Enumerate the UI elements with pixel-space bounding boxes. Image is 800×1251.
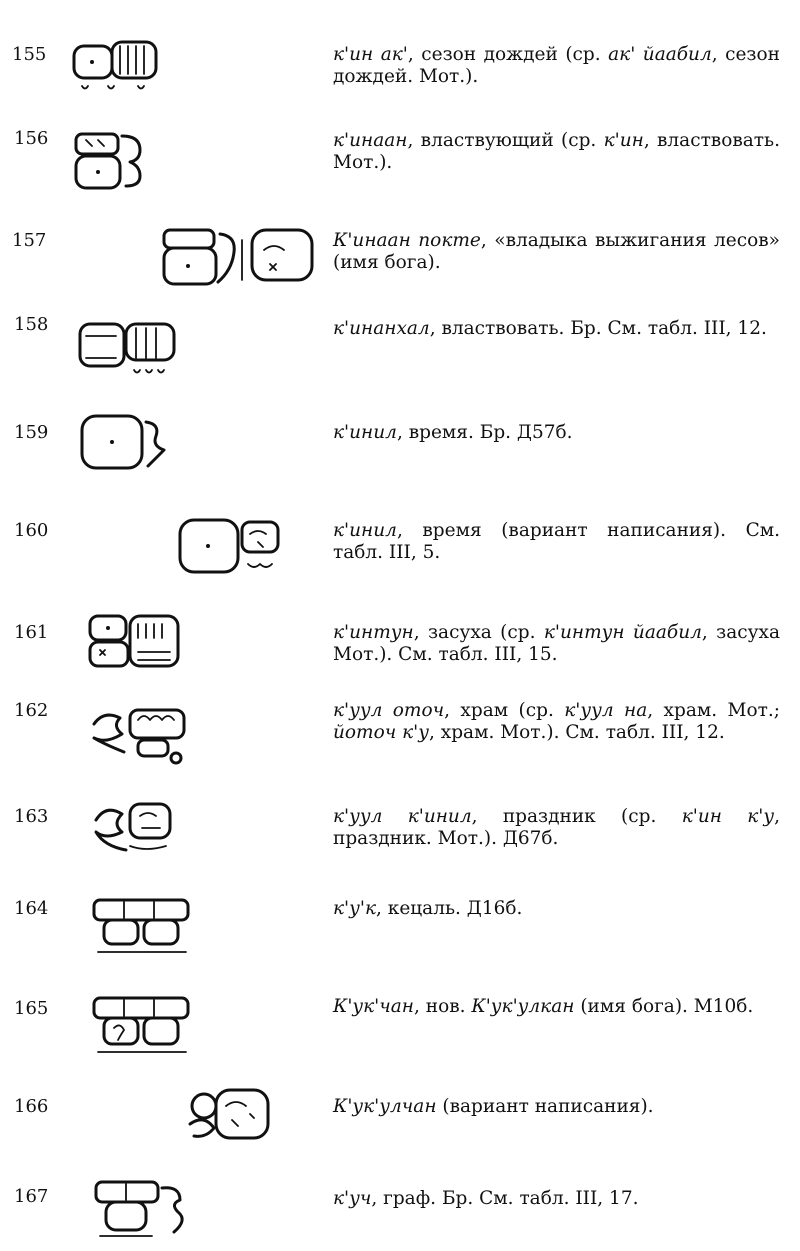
maya-glyph-kukulchan-icon (184, 1084, 274, 1146)
entry-number: 165 (14, 998, 49, 1019)
maya-glyph-kinil-variant-icon (176, 516, 284, 578)
entry-text (333, 806, 780, 850)
entry-text (333, 622, 780, 666)
entry-number: 156 (14, 128, 49, 149)
entry-number: 161 (14, 622, 49, 643)
text-part: к'уч (333, 1188, 372, 1209)
text-part: , храм. Мот.; (647, 700, 780, 721)
text-part: к'интун (333, 622, 414, 643)
entry-number: 162 (14, 700, 49, 721)
text-part: к'инанхал (333, 318, 430, 339)
maya-glyph-kuch-icon (92, 1178, 196, 1240)
text-part: к'уул на (564, 700, 648, 721)
text-part: , властвующий (ср. (407, 130, 604, 151)
text-part: , сезон дождей (ср. (407, 44, 609, 65)
text-part: к'ин (603, 130, 644, 151)
text-part: к'ин к'у (681, 806, 775, 827)
text-part: , нов. (414, 996, 472, 1017)
text-part: к'уул оточ (333, 700, 445, 721)
entry-text (333, 44, 780, 88)
entry-number: 159 (14, 422, 49, 443)
text-part: , сезон дождей. Мот.). (333, 44, 780, 87)
text-part: , граф. Бр. См. табл. III, 17. (371, 1188, 639, 1209)
text-part: К'инаан покте (333, 230, 481, 251)
maya-glyph-kin-ak-icon (70, 36, 160, 96)
text-part: к'ин ак' (333, 44, 408, 65)
text-part: К'ук'улкан (471, 996, 575, 1017)
entry-number: 164 (14, 898, 49, 919)
text-part: , властвовать. Бр. См. табл. III, 12. (429, 318, 767, 339)
text-part: , властвовать. Мот.). (333, 130, 780, 173)
text-part: (вариант написания). (436, 1096, 654, 1117)
text-part: (имя бога). М10б. (574, 996, 754, 1017)
maya-glyph-kinaan-icon (72, 130, 156, 192)
entry-text (333, 520, 780, 564)
maya-glyph-kinaan-pokte-icon (160, 226, 320, 288)
maya-glyph-kuul-otoch-icon (88, 706, 190, 768)
text-part: к'интун йаабил (543, 622, 702, 643)
entry-text (333, 1188, 780, 1210)
entry-text (333, 996, 780, 1018)
text-part: , засуха (ср. (413, 622, 544, 643)
entry-number: 166 (14, 1096, 49, 1117)
text-part: , время (вариант написания). См. табл. III, 5. (333, 520, 780, 563)
text-part: ак' йаабил (608, 44, 712, 65)
entry-text (333, 700, 780, 744)
text-part: к'инил (333, 520, 397, 541)
entry-text (333, 898, 780, 920)
entry-text (333, 1096, 780, 1118)
maya-glyph-kinil-icon (78, 412, 168, 474)
text-part: к'у'к (333, 898, 376, 919)
text-part: к'инаан (333, 130, 408, 151)
text-part: , храм (ср. (444, 700, 565, 721)
entry-text (333, 130, 780, 174)
maya-glyph-kintun-icon (86, 612, 182, 674)
text-part: , кецаль. Д16б. (376, 898, 523, 919)
text-part: йоточ к'у (333, 722, 429, 743)
maya-glyph-kuk-icon (90, 896, 194, 958)
entry-number: 163 (14, 806, 49, 827)
entry-number: 155 (12, 44, 47, 65)
maya-glyph-kukchan-icon (90, 994, 194, 1056)
entry-number: 167 (14, 1186, 49, 1207)
text-part: , время. Бр. Д57б. (396, 422, 573, 443)
text-part: , праздник (ср. (471, 806, 682, 827)
text-part: к'уул к'инил (333, 806, 472, 827)
text-part: К'ук'чан (333, 996, 414, 1017)
text-part: , «владыка выжигания лесов» (имя бога). (333, 230, 780, 273)
text-part: К'ук'улчан (333, 1096, 437, 1117)
entry-number: 160 (14, 520, 49, 541)
entry-text (333, 318, 780, 340)
entry-number: 157 (12, 230, 47, 251)
text-part: к'инил (333, 422, 397, 443)
maya-glyph-kuul-kinil-icon (88, 800, 180, 862)
maya-glyph-kinanhal-icon (76, 320, 180, 382)
entry-number: 158 (14, 314, 49, 335)
text-part: , храм. Мот.). См. табл. III, 12. (429, 722, 725, 743)
text-part: , засуха Мот.). См. табл. III, 15. (333, 622, 780, 665)
entry-text (333, 230, 780, 274)
entry-text (333, 422, 780, 444)
text-part: , праздник. Мот.). Д67б. (333, 806, 780, 849)
